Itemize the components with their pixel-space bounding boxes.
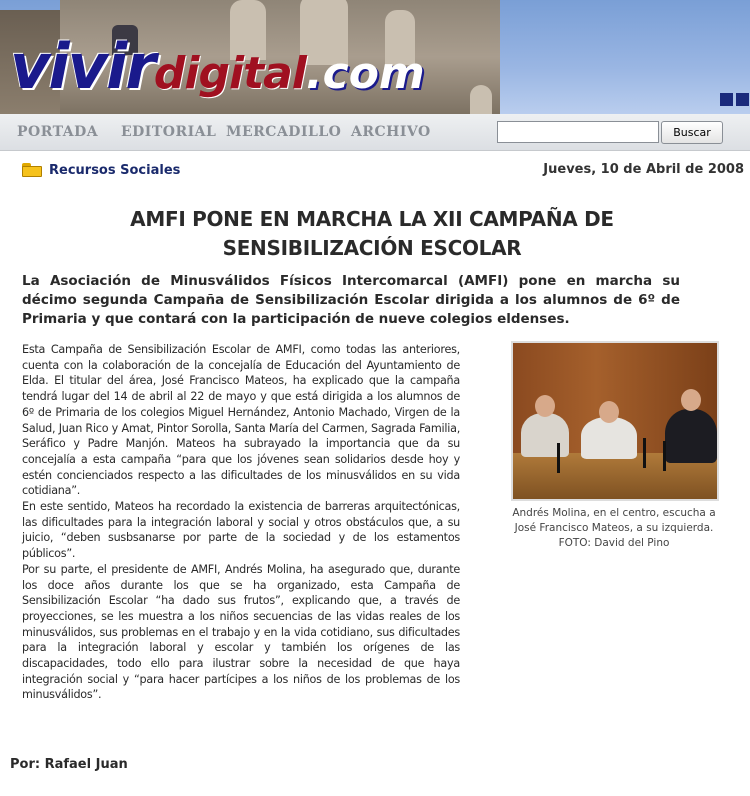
headline-line: AMFI PONE EN MARCHA LA XII CAMPAÑA DE — [130, 207, 614, 231]
article-body — [22, 342, 460, 703]
article-headline — [60, 205, 684, 263]
banner-tower — [470, 85, 492, 114]
headline-line: SENSIBILIZACIÓN ESCOLAR — [222, 236, 522, 260]
photo-person — [665, 409, 717, 463]
search-button[interactable]: Buscar — [661, 121, 723, 144]
nav-item-portada[interactable]: PORTADA — [17, 124, 99, 140]
page-date: Jueves, 10 de Abril de 2008 — [543, 162, 744, 177]
photo-person — [581, 417, 637, 459]
article-paragraph: Por su parte, el presidente de AMFI, Andrés Molina, ha asegurado que, durante los doce años durante los que se ha organizado, esta Campaña de Sensibilización Escolar “ha dado sus frutos”, explicando que, a través de proyecciones, se les muestra a los niños secuencias de las vidas reales de los minusválidos, sus problemas en el trabajo y en la vida cotidiano, sus dificultades para la integración laboral y escolar y también los orígenes de las discapacidades, todo ello para ilustrar sobre la necesidad de que haya integración social y “para hacer partícipes a los niños de los problemas de los minusválidos”. — [22, 562, 460, 702]
article-paragraph: Esta Campaña de Sensibilización Escolar de AMFI, como todas las anteriores, cuenta con la colaboración de la concejalía de Educación del Ayuntamiento de Elda. El titular del área, José Francisco Mateos, ha explicado que la campaña tendrá lugar del 14 de abril al 22 de mayo y que está dirigida a los alumnos de 6º de Primaria de los colegios Miguel Hernández, Antonio Machado, Virgen de la Salud, Juan Rico y Amat, Pintor Sorolla, Santa María del Carmen, Sagrada Familia, Seráfico y Padre Manjón. Mateos ha subrayado la importancia que da su concejalía a esta campaña “para que los jóvenes sean solidarios desde hoy y estén concienciados respecto a las dificultades de los minusválidos en su vida cotidiana”. — [22, 343, 460, 498]
photo-person — [521, 413, 569, 457]
logo-digital: digital — [153, 48, 306, 99]
photo-mic — [663, 441, 666, 471]
header-banner — [0, 0, 750, 114]
photo-mic — [643, 438, 646, 468]
photo-head — [599, 401, 619, 423]
photo-head — [681, 389, 701, 411]
logo-com: .com — [305, 48, 425, 99]
nav-item-mercadillo[interactable]: MERCADILLO — [226, 124, 342, 140]
article-lead: La Asociación de Minusválidos Físicos Intercomarcal (AMFI) pone en marcha su décimo segunda Campaña de Sensibilización Escolar dirigida a los alumnos de 6º de Primaria y que contará con la participación de nueve colegios eldenses. — [22, 273, 680, 327]
folder-icon — [22, 163, 42, 177]
photo-mic — [557, 443, 560, 473]
search-input[interactable] — [497, 121, 659, 143]
decor-square — [720, 93, 733, 106]
site-logo[interactable] — [10, 30, 425, 110]
article-photo — [511, 341, 719, 501]
article-byline: Por: Rafael Juan — [10, 757, 128, 772]
article-paragraph: En este sentido, Mateos ha recordado la existencia de barreras arquitectónicas, las dificultades para la integración laboral y social y otros obstáculos que, a su juicio, “deben susbsanarse por parte de la sociedad y de los estamentos públicos”. — [22, 500, 460, 561]
nav-item-editorial[interactable]: EDITORIAL — [121, 124, 217, 140]
nav-item-archivo[interactable]: ARCHIVO — [351, 124, 431, 140]
photo-caption: Andrés Molina, en el centro, escucha a José Francisco Mateos, a su izquierda. FOTO: David del Pino — [512, 507, 716, 550]
section-label[interactable]: Recursos Sociales — [49, 162, 181, 178]
decor-square — [736, 93, 749, 106]
logo-vivir: vivir — [10, 30, 154, 103]
section-header[interactable] — [22, 160, 180, 180]
photo-head — [535, 395, 555, 417]
